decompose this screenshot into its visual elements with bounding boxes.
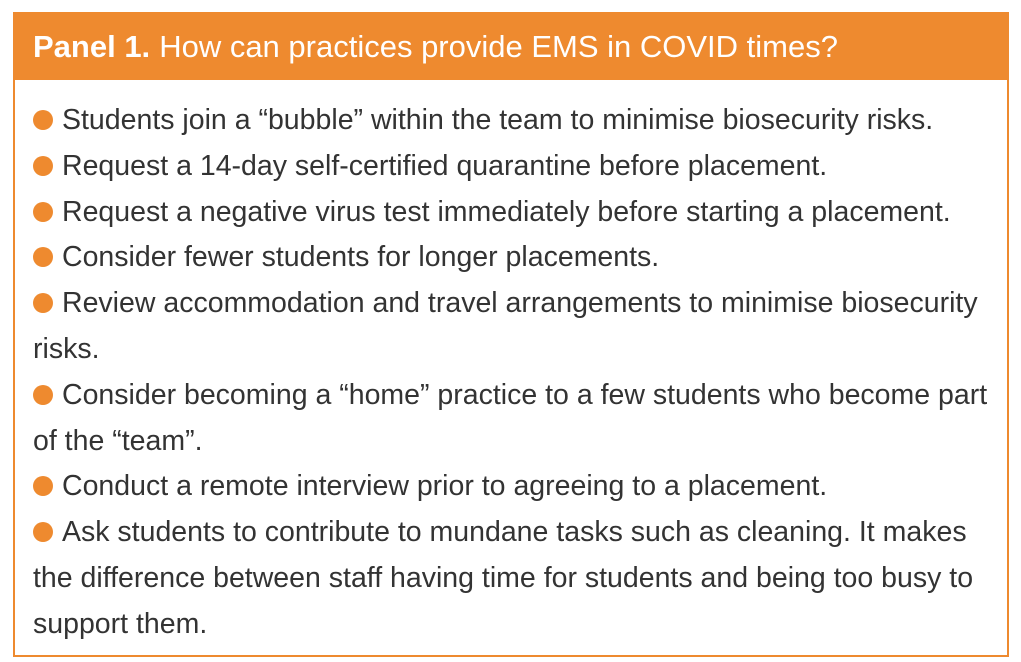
bullet-icon <box>33 156 53 176</box>
list-item <box>33 510 995 647</box>
list-item <box>33 235 995 281</box>
bullet-icon <box>33 476 53 496</box>
list-item-text: Conduct a remote interview prior to agreeing to a placement. <box>62 470 828 503</box>
list-item <box>33 373 995 465</box>
list-item-text: Review accommodation and travel arrangements to minimise biosecurity risks. <box>33 287 978 365</box>
panel-title: How can practices provide EMS in COVID times? <box>159 29 838 64</box>
list-item <box>33 464 995 510</box>
bullet-icon <box>33 202 53 222</box>
bullet-icon <box>33 110 53 130</box>
list-item-text: Request a negative virus test immediately before starting a placement. <box>62 195 951 228</box>
list-item-text: Request a 14-day self-certified quarantine before placement. <box>62 149 828 182</box>
list-item-text: Consider fewer students for longer placements. <box>62 241 660 274</box>
list-item-text: Students join a “bubble” within the team to minimise biosecurity risks. <box>62 104 934 136</box>
bullet-icon <box>33 522 53 542</box>
info-panel <box>13 12 1009 657</box>
list-item <box>33 281 995 373</box>
panel-body <box>33 98 995 648</box>
list-item <box>33 190 995 236</box>
panel-header <box>15 14 1007 80</box>
list-item <box>33 144 995 190</box>
list-item <box>33 98 995 144</box>
list-item-text: Ask students to contribute to mundane tasks such as cleaning. It makes the difference between staff having time for students and being too busy to support them. <box>33 516 974 640</box>
list-item-text: Consider becoming a “home” practice to a few students who become part of the “team”. <box>33 378 988 457</box>
bullet-icon <box>33 247 53 267</box>
bullet-icon <box>33 385 53 405</box>
bullet-icon <box>33 293 53 313</box>
panel-label: Panel 1. <box>33 29 151 64</box>
